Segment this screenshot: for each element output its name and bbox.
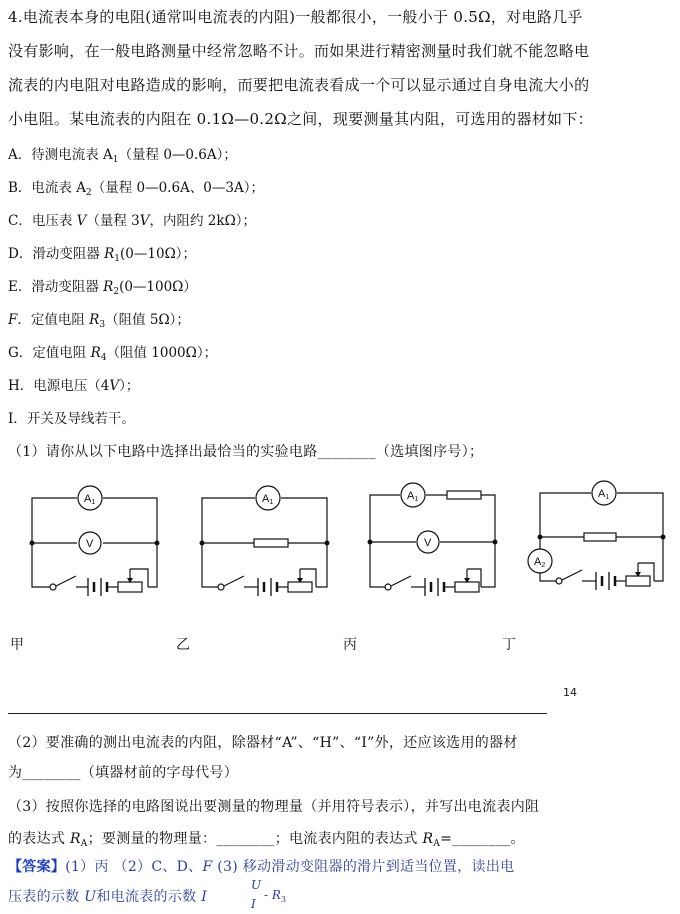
option-c-it: V [76, 213, 87, 229]
circuit-bing [370, 483, 495, 596]
answer-r3-sub: 3 [280, 895, 287, 904]
circuit-label-bing: 丙 [343, 637, 357, 653]
answer-i: I [201, 889, 208, 905]
answer-minus [264, 888, 286, 904]
intro-line-3: 流表的内电阻对电路造成的影响，而要把电流表看成一个可以显示通过自身电流大小的 [8, 76, 590, 94]
question-2-line-2: 为________（填器材前的字母代号） [8, 765, 238, 781]
option-f-sub: 3 [99, 320, 106, 330]
answer-l2-pre: 压表的示数 [8, 889, 85, 905]
meter-a1-bing: A1 [407, 490, 419, 503]
option-c-it2: V [139, 213, 150, 229]
q3-post2: =________。 [440, 831, 525, 847]
circuit-diagrams [0, 465, 680, 665]
q3-post: ；要测量的物理量：________；电流表内阻的表达式 [87, 831, 423, 847]
option-b-sub: 2 [85, 188, 92, 198]
meter-v-jia: V [86, 538, 94, 550]
q3-pre: 的表达式 [8, 831, 70, 847]
option-g-pre: G．定值电阻 [8, 345, 91, 361]
answer-f: F [202, 859, 213, 875]
option-h-post: ）； [119, 378, 140, 394]
option-e-it: R [103, 279, 114, 295]
answer-u: U [84, 889, 97, 905]
meter-a1-ding: A1 [598, 488, 610, 501]
question-3-line-1: （3）按照你选择的电路图说出要测量的物理量（并用符号表示），并写出电流表内阻 [8, 799, 540, 815]
option-e-post: (0—100Ω） [119, 279, 197, 295]
option-e-sub: 2 [113, 287, 120, 297]
option-f-pre: ．定值电阻 [17, 312, 90, 328]
option-a-post: （量程 0—0.6A）； [118, 147, 237, 163]
answer-part-1: (1）丙 （2）C、D、 [65, 859, 203, 875]
circuit-ding [528, 481, 663, 590]
answer-line-1 [8, 856, 514, 876]
option-f-it: F [8, 312, 18, 328]
option-c [8, 209, 256, 229]
q3-r2-sub: A [433, 839, 441, 849]
option-g-it: R [90, 345, 101, 361]
option-h-pre: H．电源电压（4 [8, 378, 110, 394]
option-g [8, 341, 217, 363]
option-d-sub: 1 [114, 254, 121, 264]
option-f-it2: R [89, 312, 100, 328]
answer-l2-mid: 和电流表的示数 [96, 889, 202, 905]
option-d-it: R [104, 246, 115, 262]
option-a [8, 143, 237, 165]
option-f [8, 308, 190, 330]
meter-a2-ding: A2 [534, 556, 546, 569]
option-h-it: V [109, 378, 120, 394]
option-d-pre: D．滑动变阻器 [8, 246, 105, 262]
option-i: I．开关及导线若干。 [8, 411, 135, 427]
option-c-post2: ，内阻约 2kΩ）； [149, 213, 257, 229]
divider [8, 713, 547, 714]
option-b-post: （量程 0—0.6A、0—3A）； [91, 180, 264, 196]
option-g-post: （阻值 1000Ω）； [106, 345, 218, 361]
option-e [8, 275, 197, 297]
option-a-pre: A．待测电流表 A [8, 147, 113, 163]
question-3-line-2 [8, 828, 525, 849]
circuit-label-ding: 丁 [502, 637, 516, 653]
answer-line-2 [8, 886, 207, 906]
meter-a1-jia: A1 [84, 493, 96, 506]
fraction-denominator: I [251, 897, 256, 911]
question-1: （1）请你从以下电路中选择出最恰当的实验电路________（选填图序号）； [8, 444, 484, 460]
option-b-pre: B．电流表 A [8, 180, 86, 196]
fraction-numerator: U [251, 878, 262, 892]
intro-line-1: 4.电流表本身的电阻(通常叫电流表的内阻)一般都很小，一般小于 0.5Ω，对电路几乎 [8, 8, 583, 26]
intro-line-4: 小电阻。某电流表的内阻在 0.1Ω—0.2Ω之间，现要测量其内阻，可选用的器材如下： [8, 110, 593, 128]
option-c-post: （量程 3 [86, 213, 140, 229]
minus-sign: - [264, 888, 272, 902]
circuit-label-jia: 甲 [10, 637, 24, 653]
option-g-sub: 4 [100, 353, 107, 363]
question-2-line-1: （2）要准确的测出电流表的内阻，除器材“A”、“H”、“I”外，还应该选用的器材 [8, 735, 518, 751]
circuit-label-yi: 乙 [176, 637, 190, 653]
answer-part-3: (3) 移动滑动变阻器的滑片到适当位置，读出电 [212, 859, 515, 875]
q3-r-sub: A [80, 839, 88, 849]
option-f-post: （阻值 5Ω）； [105, 312, 190, 328]
answer-tag: 【答案】 [8, 859, 66, 875]
q3-r2: R [422, 831, 434, 847]
answer-r3: R [271, 888, 281, 902]
meter-a1-yi: A1 [262, 493, 274, 506]
q3-r: R [69, 831, 81, 847]
option-a-sub: 1 [112, 155, 119, 165]
option-d-post: (0—10Ω）； [120, 246, 197, 262]
meter-v-bing: V [424, 537, 432, 549]
option-e-pre: E．滑动变阻器 [8, 279, 104, 295]
page-number: 14 [563, 686, 577, 699]
option-c-pre: C．电压表 [8, 213, 77, 229]
intro-line-2: 没有影响，在一般电路测量中经常忽略不计。而如果进行精密测量时我们就不能忽略电 [8, 42, 590, 60]
option-b [8, 176, 264, 198]
option-d [8, 242, 196, 264]
option-h [8, 374, 139, 394]
